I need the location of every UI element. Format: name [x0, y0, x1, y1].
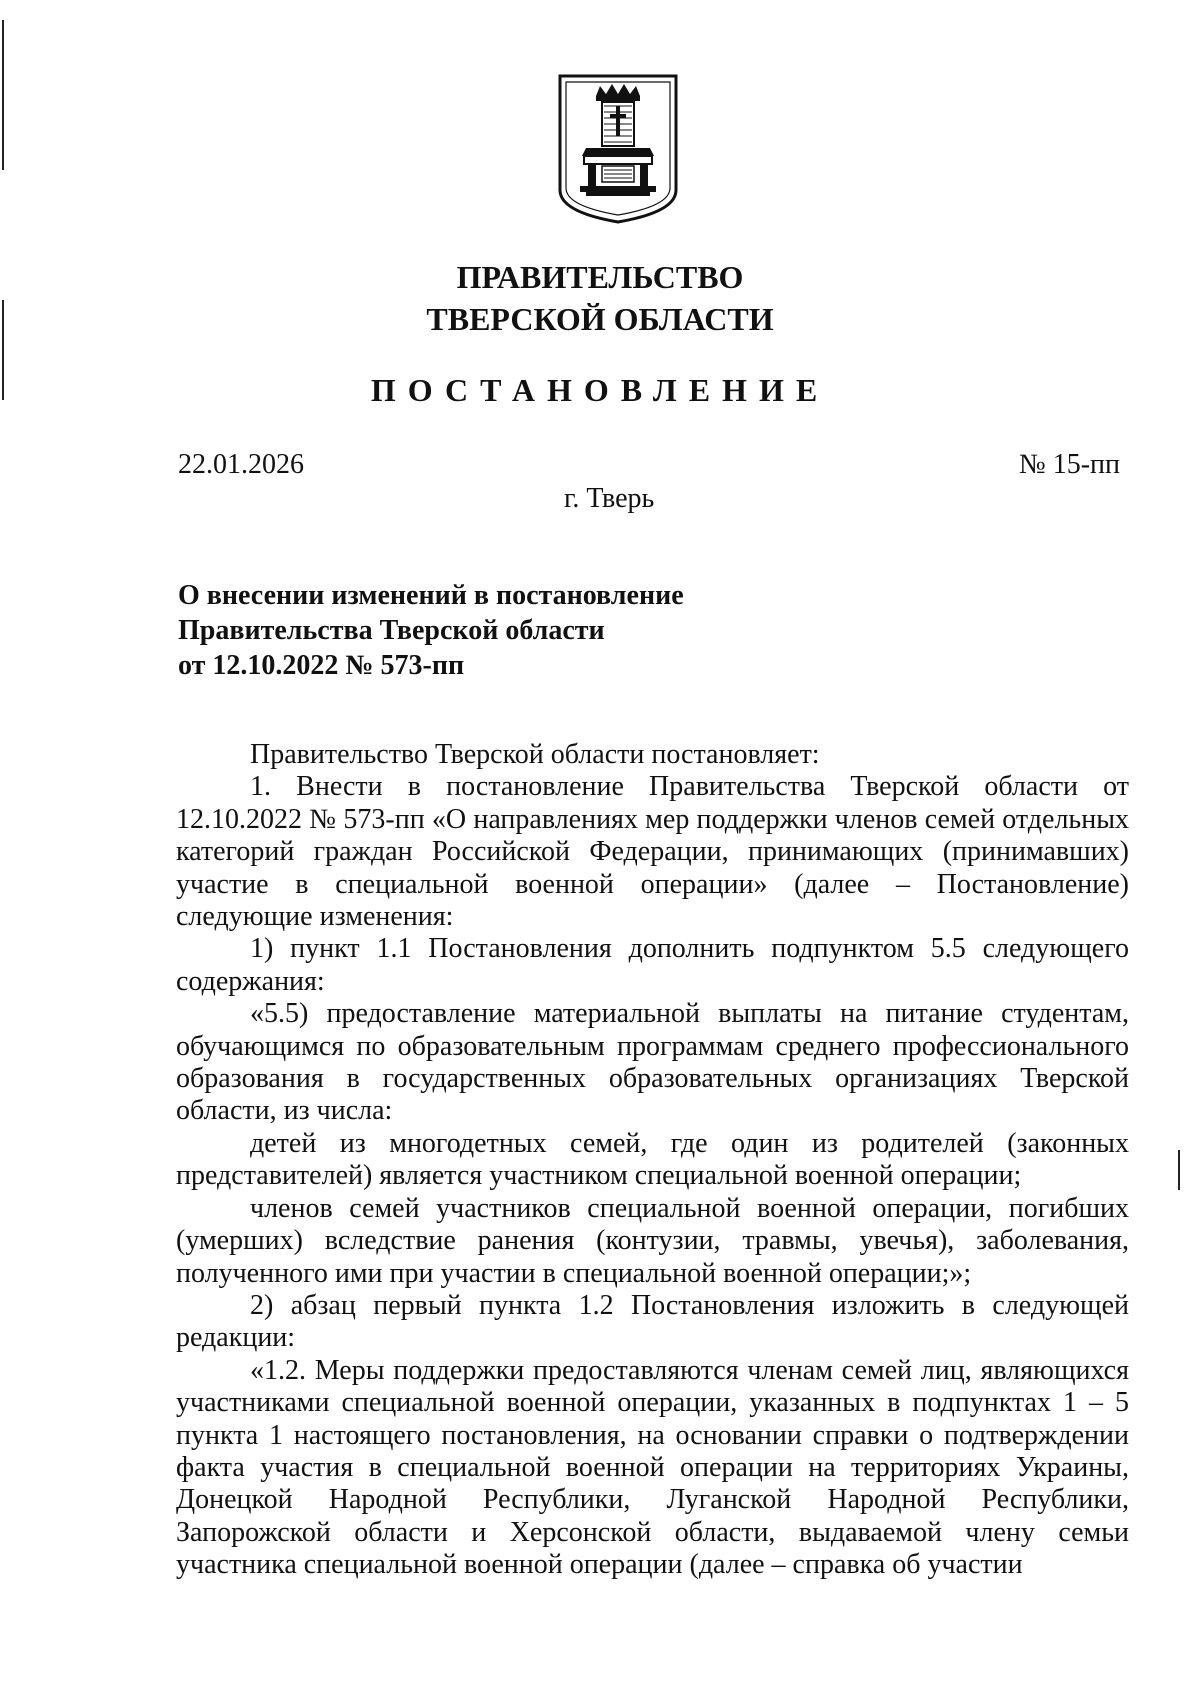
government-line-1: ПРАВИТЕЛЬСТВО: [456, 259, 744, 295]
document-city: г. Тверь: [564, 483, 655, 514]
body-paragraph: детей из многодетных семей, где один из родителей (законных представителей) является участником специальной военной операции;: [176, 1127, 1129, 1192]
document-type: ПОСТАНОВЛЕНИЕ: [370, 372, 830, 408]
body-paragraph: 2) абзац первый пункта 1.2 Постановления изложить в следующей редакции:: [176, 1289, 1129, 1354]
body-paragraph: «5.5) предоставление материальной выплаты на питание студентам, обучающимся по образовательным программам среднего профессионального образования в государственных образовательных организациях Тверской области, из числа:: [176, 998, 1129, 1127]
body-paragraph: 1. Внести в постановление Правительства Тверской области от 12.10.2022 № 573-пп «О направлениях мер поддержки членов семей отдельных категорий граждан Российской Федерации, принимающих (принимавших) участие в специальной военной операции» (далее – Постановление) следующие изменения:: [176, 771, 1129, 933]
body-paragraph: 1) пункт 1.1 Постановления дополнить подпунктом 5.5 следующего содержания:: [176, 933, 1129, 997]
title-line-3: от 12.10.2022 № 573-пп: [178, 650, 465, 681]
government-heading: [0, 256, 1200, 340]
body-paragraph: «1.2. Меры поддержки предоставляются членам семей лиц, являющихся участниками специальной военной операции, указанных в подпунктах 1 – 5 пункта 1 настоящего постановления, на основании справки о подтверждении факта участия в специальной военной операции на территориях Украины, Донецкой Народной Республики, Луганской Народной Республики, Запорожской области и Херсонской области, выдаваемой члену семьи участника специальной военной операции (далее – справка об участии: [176, 1354, 1129, 1581]
body-paragraph: Правительство Тверской области постановляет:: [250, 739, 820, 770]
document-title: [178, 578, 684, 683]
title-line-2: Правительства Тверской области: [178, 615, 605, 646]
scan-mark: [2, 20, 4, 170]
title-line-1: О внесении изменений в постановление: [178, 580, 684, 611]
coat-of-arms-emblem: [556, 72, 680, 224]
document-date: 22.01.2026: [178, 449, 304, 480]
scan-mark: [1178, 1150, 1180, 1190]
document-number: № 15-пп: [1018, 449, 1120, 480]
document-body: [176, 739, 1129, 1582]
government-line-2: ТВЕРСКОЙ ОБЛАСТИ: [426, 301, 774, 337]
body-paragraph: членов семей участников специальной военной операции, погибших (умерших) вследствие ранения (контузии, травмы, увечья), заболевания, полученного ими при участии в специальной военной операции;»;: [176, 1192, 1129, 1289]
